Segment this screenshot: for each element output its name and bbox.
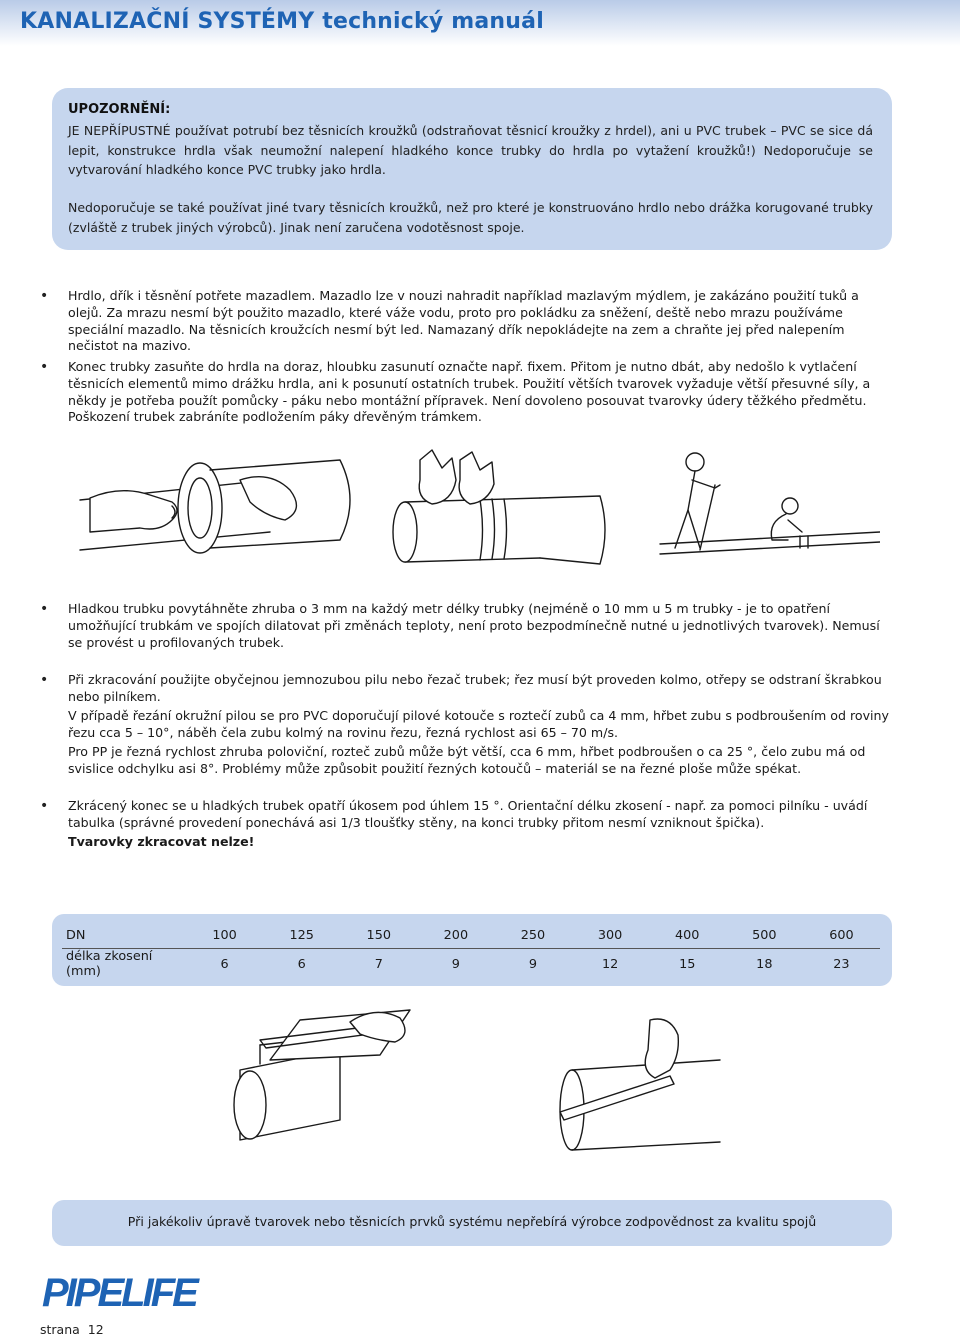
- table-row-label: délka zkosení (mm): [66, 949, 153, 979]
- table-cell: 250: [494, 922, 571, 949]
- table-cell: 125: [263, 922, 340, 949]
- bullet-text-dilatation: Hladkou trubku povytáhněte zhruba o 3 mm na každý metr délky trubky (nejméně o 10 mm u 5 m trubky - je to opatření umožňující trubkám ve spojích dilatovat při změnách teploty, není proto bezpodmínečně nutné u jednotlivých tvarovek). Nemusí se provést u profilovaných trubek.: [68, 601, 880, 650]
- table-cell: 6: [220, 956, 229, 972]
- table-row-dn: [62, 922, 880, 949]
- bullet-marker: •: [40, 359, 49, 375]
- footer-note: Při jakékoliv úpravě tvarovek nebo těsnicích prvků systému nepřebírá výrobce zodpovědnost za kvalitu spojů: [127, 1214, 817, 1229]
- table-cell: 12: [601, 956, 619, 972]
- bullet-text-cutting-pp: Pro PP je řezná rychlost zhruba poloviční, rozteč zubů může být větší, cca 6 mm, hřbet podbroušen o ca 25 °, čelo zubu má od svislice odchylku asi 8°. Problémy může způsobit použití řezných kotoučů – materiál se na řezné ploše může spékat.: [68, 744, 866, 776]
- table-cell: 6: [297, 956, 306, 972]
- pipelife-logo: [40, 1264, 200, 1318]
- bullet-text-lubricant: Hrdlo, dřík i těsnění potřete mazadlem. Mazadlo lze v nouzi nahradit například mazlavým mýdlem, je zakázáno použití tuků a olejů. Za mrazu nesmí být použito mazadlo, které váže vodu, proto pro pokládku za sněžení, deště nebo mrazu používáme speciální mazadlo. Na těsnicích kroužcích nesmí být led. Namazaný dřík nepokládejte na zem a chraňte jej před nalepením nečistot na mazivo.: [68, 288, 859, 354]
- page-number-value: 12: [87, 1322, 104, 1337]
- table-cell: 23: [833, 956, 850, 972]
- table-cell: 150: [340, 922, 417, 949]
- table-cell: 9: [451, 956, 460, 972]
- bullet-text-chamfer: Zkrácený konec se u hladkých trubek opatří úkosem pod úhlem 15 °. Orientační délku zkosení - např. za pomoci pilníku - uvádí tabulka (správné provedení ponechává asi 1/3 tloušťky stěny, na konci trubky přitom nesmí vzniknout špička).: [68, 798, 868, 830]
- table-cell: 300: [572, 922, 649, 949]
- pipelife-logo-mark: [40, 1264, 200, 1318]
- bullet-marker: •: [40, 672, 49, 688]
- warning-title: UPOZORNĚNÍ:: [68, 102, 171, 117]
- hands-pushing-pipe-illustration: [393, 450, 605, 564]
- assembly-illustrations: [60, 440, 880, 580]
- chamfer-length-table: [62, 922, 880, 979]
- table-cell: 600: [803, 922, 880, 949]
- svg-text:PIPELIFE: PIPELIFE: [42, 1271, 196, 1315]
- table-cell: 9: [528, 956, 538, 972]
- table-row-label: DN: [62, 922, 186, 949]
- table-cell: 7: [374, 956, 383, 972]
- table-cell: 15: [679, 956, 696, 972]
- bullet-marker: •: [40, 601, 49, 617]
- bullet-text-cutting: Při zkracování použijte obyčejnou jemnozubou pilu nebo řezač trubek; řez musí být proveden kolmo, otřepy se odstraní škrabkou nebo pilníkem.: [68, 672, 882, 704]
- page-label: strana: [40, 1322, 80, 1337]
- table-cell: 400: [649, 922, 726, 949]
- table-row-chamfer: [62, 949, 880, 980]
- warning-text-1: JE NEPŘÍPUSTNÉ používat potrubí bez těsnicích kroužků (odstraňovat těsnicí kroužky z hrdel), ani u PVC trubek – PVC se sice dá lepit, konstrukce hrdla však neumožní nalepení hladkého konce trubky do hrdla po vytažení kroužků!) Nedoporučuje se vytvarování hladkého konce PVC trubky jako hrdla.: [68, 123, 873, 177]
- table-cell: 500: [726, 922, 803, 949]
- warning-text-2: Nedoporučuje se také používat jiné tvary těsnicích kroužků, než pro které je konstruováno hrdlo nebo drážka korugované trubky (zvláště z trubek jiných výrobců). Jinak není zaručena vodotěsnost spoje.: [68, 200, 873, 235]
- cutting-illustrations: [200, 1000, 760, 1160]
- workers-lever-illustration: [660, 453, 880, 554]
- filing-chamfer-illustration: [560, 1019, 720, 1150]
- table-cell: 18: [756, 956, 773, 972]
- hand-lubricating-illustration: [80, 460, 350, 553]
- bullet-text-insert: Konec trubky zasuňte do hrdla na doraz, hloubku zasunutí označte např. fixem. Přitom je nutno dbát, aby nedošlo k vytlačení těsnicích elementů mimo drážku hrdla, ani k posunutí ostatních trubek. Použití větších tvarovek vyžaduje větší přesuvné síly, a někdy je potřeba použít pomůcky - páku nebo montážní přípravek. Není dovoleno posouvat tvarovky údery těžkého předmětu. Poškození trubek zabráníte podložením páky dřevěným trámkem.: [68, 359, 871, 425]
- saw-cutting-illustration: [234, 1010, 410, 1140]
- table-cell: 200: [417, 922, 494, 949]
- bold-warning-note: Tvarovky zkracovat nelze!: [68, 834, 255, 849]
- bullet-marker: •: [40, 798, 49, 814]
- page-number: [40, 1322, 104, 1337]
- page-title: KANALIZAČNÍ SYSTÉMY technický manuál: [20, 9, 544, 34]
- table-cell: 100: [186, 922, 263, 949]
- bullet-marker: •: [40, 288, 49, 304]
- bullet-text-cutting-pvc: V případě řezání okružní pilou se pro PVC doporučují pilové kotouče s roztečí zubů ca 4 mm, hřbet zubu s podbroušením od roviny řezu cca 5 – 10°, náběh čela zubu kolmý na rovinu řezu, řezná rychlost asi 65 – 70 m/s.: [68, 708, 889, 740]
